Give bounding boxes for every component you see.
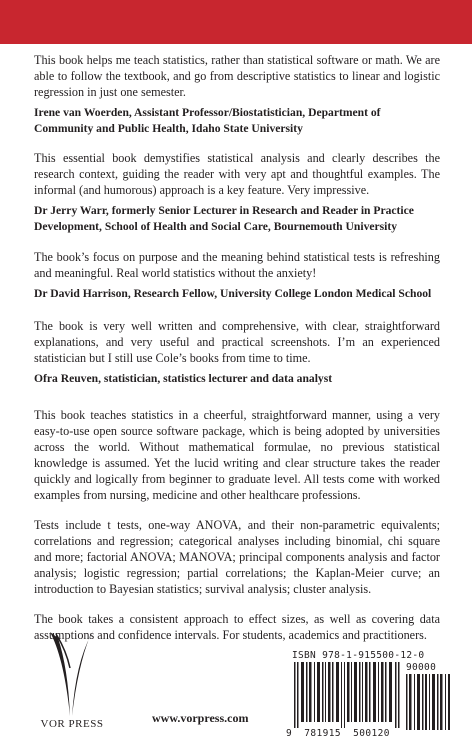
description-paragraph: The book takes a consistent approach to effect sizes, as well as covering data assumptions and confidence intervals. For students, academics and practitioners.	[34, 612, 440, 642]
ean-left-digits: 781915	[304, 728, 341, 739]
v-logo-icon	[46, 628, 98, 720]
review-quote: The book’s focus on purpose and the meaning behind statistical tests is refreshing and meaningful. Real world statistics without the anxiety!	[34, 250, 440, 280]
review-attribution: Dr David Harrison, Research Fellow, University College London Medical School	[34, 287, 432, 300]
review-block	[34, 249, 440, 302]
cover-footer	[0, 610, 472, 750]
review-block	[34, 318, 440, 387]
website-link[interactable]: www.vorpress.com	[152, 711, 249, 725]
ean-right-digits: 500120	[353, 728, 390, 739]
ean-digits	[286, 728, 390, 739]
review-attribution: Dr Jerry Warr, formerly Senior Lecturer in Research and Reader in Practice Development, School of Health and Social Care, Bournemouth University	[34, 204, 414, 233]
isbn-barcode	[286, 650, 454, 744]
description-paragraph: This book teaches statistics in a cheerful, straightforward manner, using a very easy-to-use open source software package, which is being adopted by universities across the world. Without mathematical formulae, no previous statistical knowledge is assumed. Yet the lucid writing and clear structure takes the reader quickly and logically from beginner to graduate level. All tests come with worked examples from nursing, medicine and other healthcare professions.	[34, 408, 440, 502]
review-quote: This essential book demystifies statistical analysis and clearly describes the research context, guiding the reader with very apt and thoughtful examples. The informal (and humorous) approach is a key feature. Very impressive.	[34, 151, 440, 197]
review-quote: The book is very well written and comprehensive, with clear, straightforward explanations, and very useful and practical screenshots. I’m an experienced statistician but I still use Cole’s books from time to time.	[34, 318, 440, 365]
isbn-text: ISBN 978-1-915500-12-0	[292, 650, 425, 661]
back-cover-text	[34, 52, 440, 643]
ean-barcode-icon	[294, 662, 400, 728]
addon-barcode-icon	[406, 674, 450, 730]
price-code: 90000	[406, 662, 437, 673]
publisher-name: VOR PRESS	[40, 718, 104, 730]
review-attribution: Ofra Reuven, statistician, statistics lecturer and data analyst	[34, 371, 333, 385]
description-paragraph: Tests include t tests, one-way ANOVA, and their non-parametric equivalents; correlations and regression; categorical analyses including binomial, chi square and more; factorial ANOVA; MANOVA; principal components analysis and factor analysis; logistic regression; partial correlations; the Kaplan-Meier curve; an introduction to Bayesian statistics; survival analysis; cluster analysis.	[34, 518, 440, 596]
top-color-band	[0, 0, 472, 44]
review-quote: This book helps me teach statistics, rather than statistical software or math. We are able to follow the textbook, and go from descriptive statistics to linear and logistic regression in just one semester.	[34, 53, 440, 99]
review-block	[34, 150, 440, 234]
review-attribution: Irene van Woerden, Assistant Professor/Biostatistician, Department of Community and Public Health, Idaho State University	[34, 106, 381, 135]
publisher-logo	[30, 628, 114, 740]
ean-first-digit: 9	[286, 728, 293, 739]
review-block	[34, 52, 440, 136]
